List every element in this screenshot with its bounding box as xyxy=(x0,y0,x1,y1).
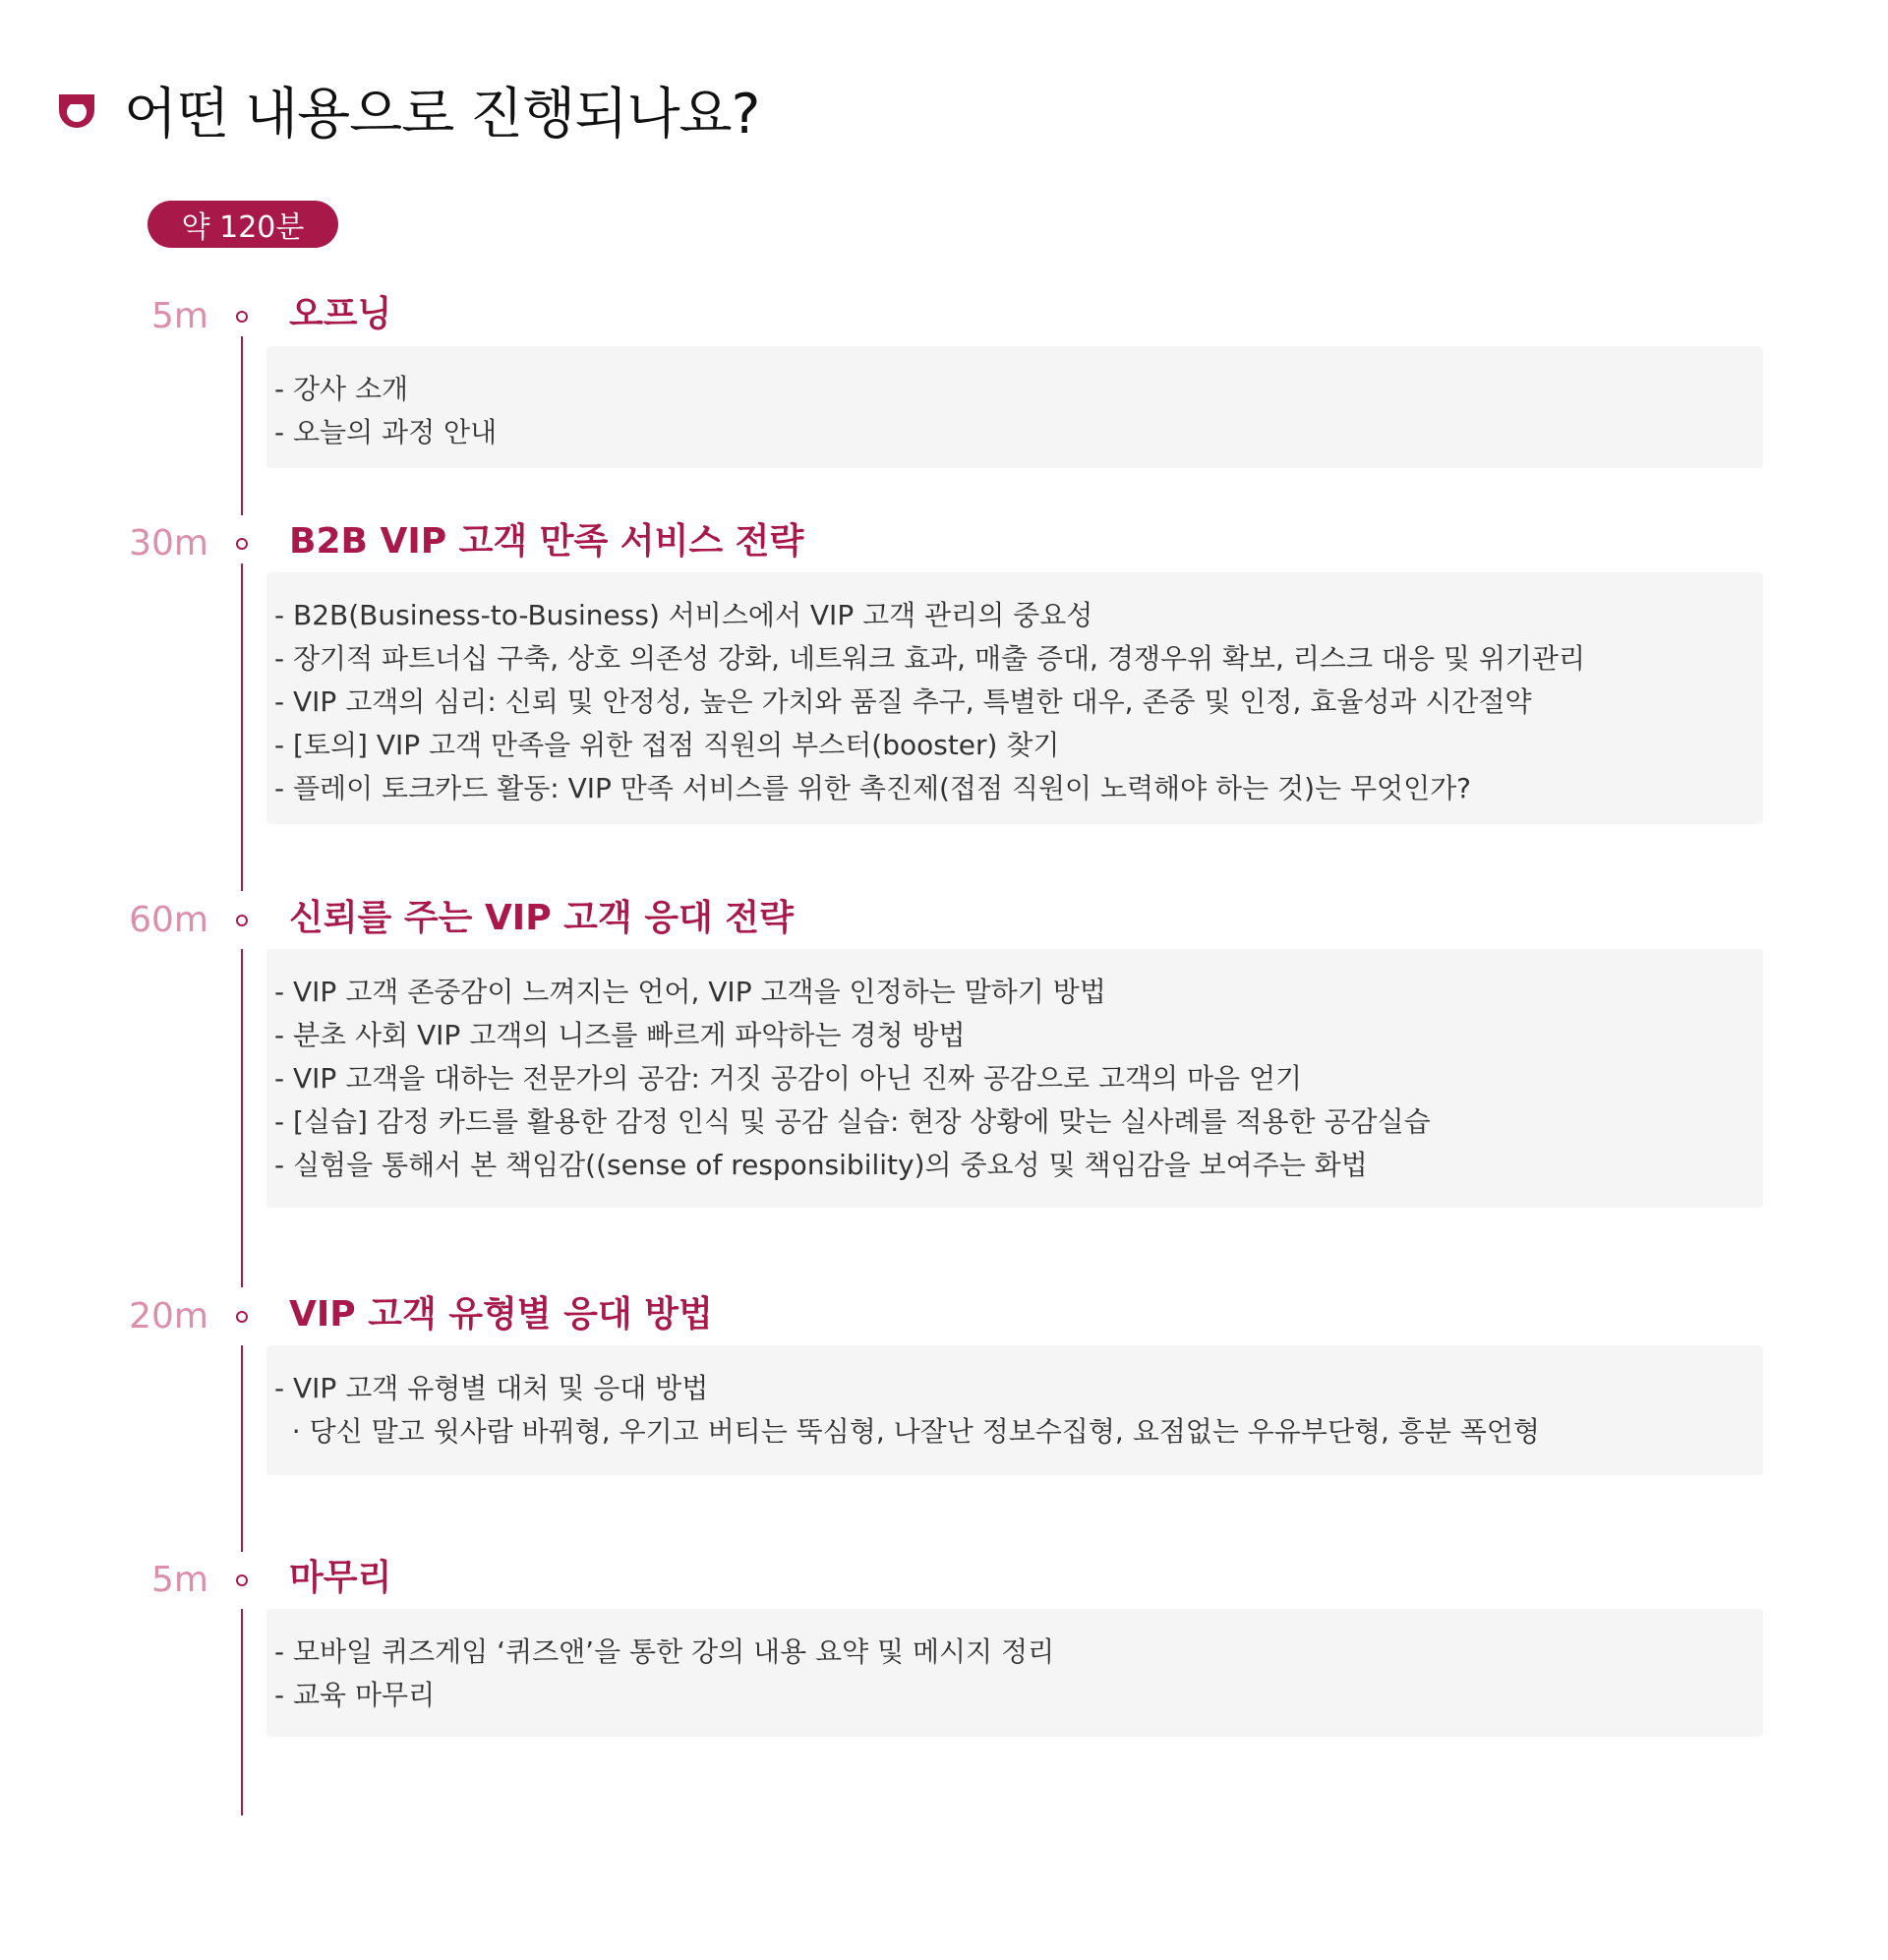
timeline-line xyxy=(241,1345,243,1552)
section-item: - 분초 사회 VIP 고객의 니즈를 빠르게 파악하는 경청 방법 xyxy=(274,1019,966,1051)
timeline-line xyxy=(241,1609,243,1815)
timeline-line xyxy=(241,564,243,891)
section-title: 마무리 xyxy=(289,1558,392,1598)
section-duration: 20m xyxy=(129,1296,208,1336)
duration-badge: 약 120분 xyxy=(148,201,338,248)
section-title: 오프닝 xyxy=(289,294,392,334)
section-duration: 30m xyxy=(129,523,208,564)
section-item: - VIP 고객 유형별 대처 및 응대 방법 xyxy=(274,1372,709,1404)
section-content-box xyxy=(266,1609,1763,1737)
section-title: 신뢰를 주는 VIP 고객 응대 전략 xyxy=(289,898,794,938)
section-content-box xyxy=(266,572,1763,824)
section-title: B2B VIP 고객 만족 서비스 전략 xyxy=(289,521,804,562)
section-item: - [실습] 감정 카드를 활용한 감정 인식 및 공감 실습: 현장 상황에 맞는 실사례를 적용한 공감실습 xyxy=(274,1105,1431,1138)
timeline-line xyxy=(241,336,243,515)
section-content-box xyxy=(266,1345,1763,1475)
section-item: - 장기적 파트너십 구축, 상호 의존성 강화, 네트워크 효과, 매출 증대, 경쟁우위 확보, 리스크 대응 및 위기관리 xyxy=(274,642,1586,675)
section-item: - 플레이 토크카드 활동: VIP 만족 서비스를 위한 촉진제(접점 직원이 노력해야 하는 것)는 무엇인가? xyxy=(274,772,1472,804)
section-content-box xyxy=(266,346,1763,468)
section-item: - B2B(Business-to-Business) 서비스에서 VIP 고객 관리의 중요성 xyxy=(274,599,1093,631)
section-item: - VIP 고객 존중감이 느껴지는 언어, VIP 고객을 인정하는 말하기 방법 xyxy=(274,976,1106,1008)
page-header xyxy=(51,71,759,149)
page-title: 어떤 내용으로 진행되나요? xyxy=(124,83,760,147)
timeline-marker xyxy=(236,915,248,926)
section-item: · 당신 말고 윗사람 바꿔형, 우기고 버티는 뚝심형, 나잘난 정보수집형, 요점없는 우유부단형, 흥분 폭언형 xyxy=(274,1415,1540,1448)
section-item: - 강사 소개 xyxy=(274,373,409,405)
section-item: - VIP 고객의 심리: 신뢰 및 안정성, 높은 가치와 품질 추구, 특별한 대우, 존중 및 인정, 효율성과 시간절약 xyxy=(274,685,1532,718)
section-duration: 5m xyxy=(151,296,208,336)
timeline-marker xyxy=(236,311,248,323)
section-item: - 실험을 통해서 본 책임감((sense of responsibility)의 중요성 및 책임감을 보여주는 화법 xyxy=(274,1149,1368,1181)
section-item: - 교육 마무리 xyxy=(274,1679,436,1711)
section-duration: 5m xyxy=(151,1560,208,1600)
section-item: - 오늘의 과정 안내 xyxy=(274,416,498,448)
section-title: VIP 고객 유형별 응대 방법 xyxy=(289,1294,713,1335)
section-item: - VIP 고객을 대하는 전문가의 공감: 거짓 공감이 아닌 진짜 공감으로 고객의 마음 얻기 xyxy=(274,1062,1303,1095)
section-content-box xyxy=(266,949,1763,1208)
section-item: - [토의] VIP 고객 만족을 위한 접점 직원의 부스터(booster) 찾기 xyxy=(274,729,1060,761)
timeline-marker xyxy=(236,1574,248,1586)
ring-logo-icon xyxy=(51,85,102,136)
timeline-marker xyxy=(236,538,248,550)
timeline-marker xyxy=(236,1311,248,1323)
timeline-line xyxy=(241,949,243,1287)
section-item: - 모바일 퀴즈게임 ‘퀴즈앤’을 통한 강의 내용 요약 및 메시지 정리 xyxy=(274,1635,1055,1668)
section-duration: 60m xyxy=(129,900,208,940)
